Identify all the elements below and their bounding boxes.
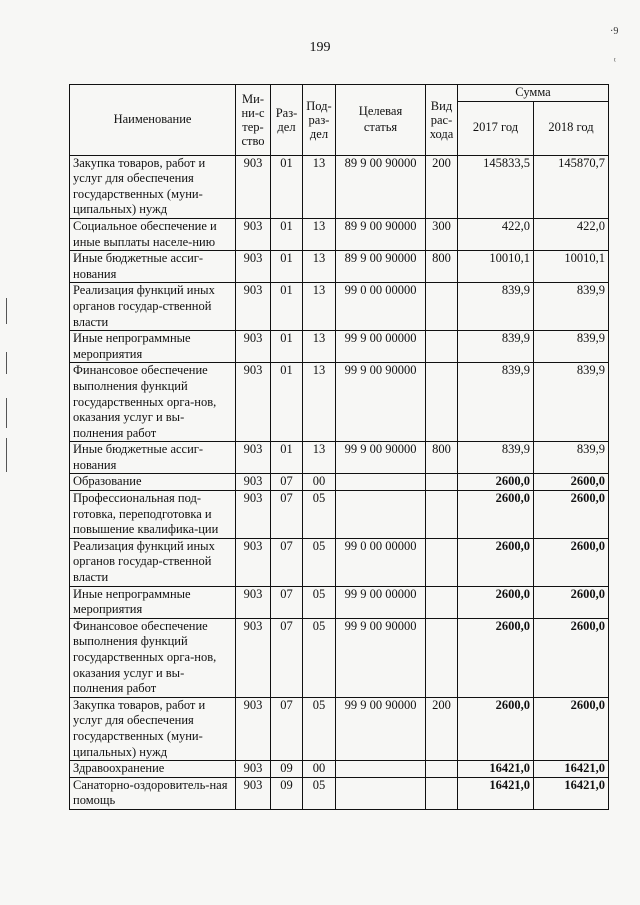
row-ministry-cell: 903: [236, 586, 271, 618]
row-name-cell: Иные бюджетные ассиг-нования: [70, 442, 236, 474]
margin-tick: [6, 352, 7, 374]
row-subsection-cell: 05: [303, 538, 336, 586]
row-expense-type-cell: [426, 761, 458, 778]
row-amount-2018-cell: 2600,0: [534, 474, 609, 491]
row-name-cell: Закупка товаров, работ и услуг для обеспечения государственных (муни-ципальных) нужд: [70, 155, 236, 218]
header-name: Наименование: [70, 85, 236, 156]
row-amount-2017-cell: 16421,0: [458, 777, 534, 809]
row-amount-2017-cell: 839,9: [458, 442, 534, 474]
row-name-cell: Иные непрограммные мероприятия: [70, 586, 236, 618]
row-subsection-cell: 13: [303, 155, 336, 218]
header-section-text: Раз-дел: [275, 105, 298, 134]
row-subsection-cell: 13: [303, 331, 336, 363]
row-target-cell: 89 9 00 90000: [336, 251, 426, 283]
table-row: [70, 586, 609, 618]
row-name-cell: Иные непрограммные мероприятия: [70, 331, 236, 363]
row-target-cell: [336, 777, 426, 809]
row-ministry-cell: 903: [236, 474, 271, 491]
row-amount-2018-cell: 839,9: [534, 331, 609, 363]
margin-tick: [6, 298, 7, 324]
row-section-cell: 09: [271, 761, 303, 778]
budget-table: [69, 84, 609, 810]
header-ministry-text: Ми-ни-стер-ство: [241, 91, 265, 148]
table-row: [70, 251, 609, 283]
header-expense-type: [426, 85, 458, 156]
row-section-cell: 07: [271, 474, 303, 491]
row-amount-2018-cell: 2600,0: [534, 586, 609, 618]
row-subsection-cell: 00: [303, 474, 336, 491]
row-expense-type-cell: 300: [426, 218, 458, 250]
row-subsection-cell: 13: [303, 363, 336, 442]
row-amount-2017-cell: 422,0: [458, 218, 534, 250]
row-subsection-cell: 05: [303, 777, 336, 809]
row-expense-type-cell: [426, 586, 458, 618]
row-target-cell: 99 0 00 00000: [336, 283, 426, 331]
scan-mark-lower: ᵗ: [614, 56, 616, 67]
table-row: [70, 363, 609, 442]
row-ministry-cell: 903: [236, 538, 271, 586]
table-row: [70, 283, 609, 331]
row-target-cell: 99 0 00 00000: [336, 538, 426, 586]
row-amount-2018-cell: 839,9: [534, 442, 609, 474]
row-amount-2017-cell: 16421,0: [458, 761, 534, 778]
row-expense-type-cell: [426, 331, 458, 363]
row-amount-2018-cell: 2600,0: [534, 697, 609, 760]
page-number: 199: [309, 40, 331, 55]
row-amount-2017-cell: 2600,0: [458, 618, 534, 697]
row-ministry-cell: 903: [236, 251, 271, 283]
row-section-cell: 01: [271, 251, 303, 283]
margin-tick: [6, 398, 7, 428]
row-subsection-cell: 05: [303, 618, 336, 697]
row-amount-2018-cell: 2600,0: [534, 538, 609, 586]
row-section-cell: 07: [271, 491, 303, 539]
row-subsection-cell: 13: [303, 251, 336, 283]
header-target: [336, 85, 426, 156]
row-expense-type-cell: [426, 363, 458, 442]
scan-mark-top: ·9: [610, 26, 619, 37]
row-amount-2017-cell: 10010,1: [458, 251, 534, 283]
row-name-cell: Закупка товаров, работ и услуг для обеспечения государственных (муни-ципальных) нужд: [70, 697, 236, 760]
row-amount-2017-cell: 2600,0: [458, 474, 534, 491]
table-row: [70, 777, 609, 809]
row-target-cell: [336, 761, 426, 778]
row-section-cell: 07: [271, 538, 303, 586]
row-expense-type-cell: [426, 474, 458, 491]
row-section-cell: 01: [271, 363, 303, 442]
header-subsection-text: Под-раз-дел: [306, 98, 332, 141]
row-target-cell: 99 9 00 00000: [336, 331, 426, 363]
row-subsection-cell: 05: [303, 586, 336, 618]
row-expense-type-cell: [426, 618, 458, 697]
row-name-cell: Реализация функций иных органов государ-ственной власти: [70, 538, 236, 586]
row-section-cell: 01: [271, 442, 303, 474]
row-expense-type-cell: [426, 538, 458, 586]
row-ministry-cell: 903: [236, 363, 271, 442]
row-ministry-cell: 903: [236, 777, 271, 809]
row-ministry-cell: 903: [236, 331, 271, 363]
row-target-cell: 99 9 00 90000: [336, 442, 426, 474]
table-row: [70, 538, 609, 586]
row-amount-2018-cell: 145870,7: [534, 155, 609, 218]
row-section-cell: 01: [271, 155, 303, 218]
table-row: [70, 697, 609, 760]
row-subsection-cell: 13: [303, 442, 336, 474]
table-row: [70, 442, 609, 474]
table-row: [70, 618, 609, 697]
header-ministry: [236, 85, 271, 156]
row-name-cell: Здравоохранение: [70, 761, 236, 778]
row-target-cell: 99 9 00 90000: [336, 363, 426, 442]
row-section-cell: 07: [271, 586, 303, 618]
row-amount-2018-cell: 2600,0: [534, 491, 609, 539]
row-amount-2018-cell: 16421,0: [534, 761, 609, 778]
row-section-cell: 01: [271, 283, 303, 331]
row-amount-2018-cell: 16421,0: [534, 777, 609, 809]
row-amount-2017-cell: 839,9: [458, 331, 534, 363]
row-amount-2017-cell: 2600,0: [458, 491, 534, 539]
table-row: [70, 491, 609, 539]
row-amount-2017-cell: 839,9: [458, 363, 534, 442]
header-section: [271, 85, 303, 156]
row-expense-type-cell: [426, 777, 458, 809]
row-target-cell: 99 9 00 90000: [336, 618, 426, 697]
row-target-cell: 89 9 00 90000: [336, 218, 426, 250]
row-expense-type-cell: 800: [426, 442, 458, 474]
row-expense-type-cell: 800: [426, 251, 458, 283]
row-expense-type-cell: 200: [426, 155, 458, 218]
row-ministry-cell: 903: [236, 155, 271, 218]
row-expense-type-cell: 200: [426, 697, 458, 760]
row-amount-2018-cell: 10010,1: [534, 251, 609, 283]
row-name-cell: Образование: [70, 474, 236, 491]
row-ministry-cell: 903: [236, 442, 271, 474]
table-row: [70, 474, 609, 491]
row-amount-2017-cell: 2600,0: [458, 586, 534, 618]
table-row: [70, 218, 609, 250]
row-amount-2018-cell: 839,9: [534, 363, 609, 442]
row-name-cell: Социальное обеспечение и иные выплаты населе-нию: [70, 218, 236, 250]
row-target-cell: 99 9 00 90000: [336, 697, 426, 760]
row-section-cell: 07: [271, 618, 303, 697]
margin-tick: [6, 438, 7, 472]
row-section-cell: 01: [271, 218, 303, 250]
row-amount-2017-cell: 145833,5: [458, 155, 534, 218]
header-expense-type-text: Вид рас-хода: [429, 98, 454, 141]
row-section-cell: 01: [271, 331, 303, 363]
row-section-cell: 09: [271, 777, 303, 809]
row-subsection-cell: 13: [303, 283, 336, 331]
row-name-cell: Финансовое обеспечение выполнения функций государственных орга-нов, оказания услуг и вы-полнения работ: [70, 363, 236, 442]
row-name-cell: Профессиональная под-готовка, переподготовка и повышение квалифика-ции: [70, 491, 236, 539]
row-amount-2018-cell: 422,0: [534, 218, 609, 250]
table-row: [70, 761, 609, 778]
row-subsection-cell: 13: [303, 218, 336, 250]
row-section-cell: 07: [271, 697, 303, 760]
row-ministry-cell: 903: [236, 761, 271, 778]
row-expense-type-cell: [426, 283, 458, 331]
row-subsection-cell: 05: [303, 491, 336, 539]
row-ministry-cell: 903: [236, 491, 271, 539]
header-year-2017: 2017 год: [458, 101, 534, 155]
row-ministry-cell: 903: [236, 218, 271, 250]
row-amount-2017-cell: 2600,0: [458, 538, 534, 586]
row-subsection-cell: 00: [303, 761, 336, 778]
header-subsection: [303, 85, 336, 156]
table-row: [70, 331, 609, 363]
row-amount-2018-cell: 2600,0: [534, 618, 609, 697]
row-ministry-cell: 903: [236, 697, 271, 760]
row-target-cell: 99 9 00 00000: [336, 586, 426, 618]
row-amount-2017-cell: 839,9: [458, 283, 534, 331]
row-ministry-cell: 903: [236, 618, 271, 697]
table-row: [70, 155, 609, 218]
row-subsection-cell: 05: [303, 697, 336, 760]
row-name-cell: Финансовое обеспечение выполнения функций государственных орга-нов, оказания услуг и вы-полнения работ: [70, 618, 236, 697]
row-target-cell: [336, 474, 426, 491]
row-target-cell: [336, 491, 426, 539]
header-target-text: Целевая статья: [358, 104, 403, 134]
row-name-cell: Санаторно-оздоровитель-ная помощь: [70, 777, 236, 809]
row-expense-type-cell: [426, 491, 458, 539]
row-target-cell: 89 9 00 90000: [336, 155, 426, 218]
row-ministry-cell: 903: [236, 283, 271, 331]
row-amount-2018-cell: 839,9: [534, 283, 609, 331]
row-name-cell: Иные бюджетные ассиг-нования: [70, 251, 236, 283]
header-sum: Сумма: [458, 85, 609, 102]
row-name-cell: Реализация функций иных органов государ-ственной власти: [70, 283, 236, 331]
row-amount-2017-cell: 2600,0: [458, 697, 534, 760]
header-year-2018: 2018 год: [534, 101, 609, 155]
